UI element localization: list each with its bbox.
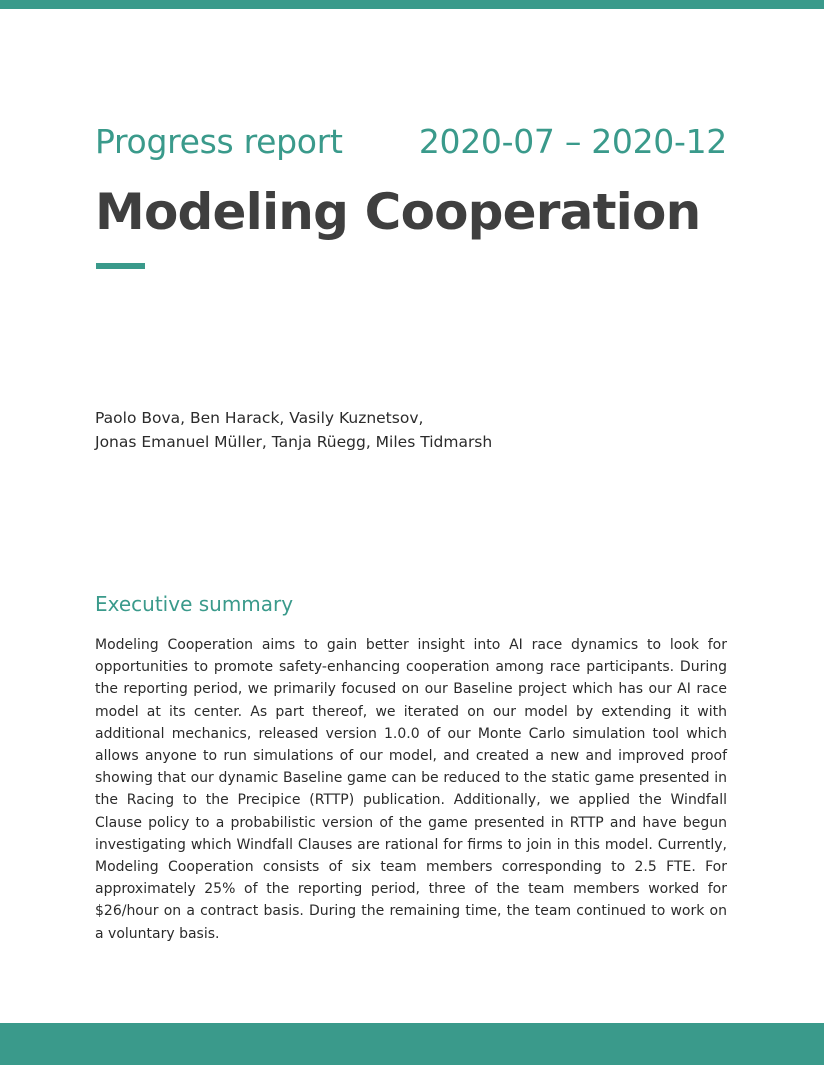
author-line-1: Paolo Bova, Ben Harack, Vasily Kuznetsov, [95, 409, 424, 427]
author-list [95, 406, 735, 454]
bottom-accent-band [0, 1023, 824, 1065]
report-label: Progress report [95, 122, 343, 161]
document-title: Modeling Cooperation [95, 183, 701, 241]
report-period: 2020-07 – 2020-12 [418, 122, 727, 161]
author-line-2: Jonas Emanuel Müller, Tanja Rüegg, Miles Tidmarsh [95, 433, 493, 451]
report-subtitle [95, 122, 727, 166]
title-accent-bar [96, 263, 145, 269]
top-accent-band [0, 0, 824, 9]
executive-summary-body: Modeling Cooperation aims to gain better insight into AI race dynamics to look for opportunities to promote safety-enhancing cooperation among race participants. During the reporting period, we primarily focused on our Baseline project which has our AI race model at its center. As part thereof, we iterated on our model by extending it with additional mechanics, released version 1.0.0 of our Monte Carlo simulation tool which allows anyone to run simulations of our model, and created a new and improved proof showing that our dynamic Baseline game can be reduced to the static game presented in the Racing to the Precipice (RTTP) publication. Additionally, we applied the Windfall Clause policy to a probabilistic version of the game presented in RTTP and have begun investigating which Windfall Clauses are rational for firms to join in this model. Currently, Modeling Cooperation consists of six team members corresponding to 2.5 FTE. For approximately 25% of the reporting period, three of the team members worked for $26/hour on a contract basis. During the remaining time, the team continued to work on a voluntary basis. [95, 637, 727, 942]
executive-summary-heading: Executive summary [95, 592, 294, 616]
